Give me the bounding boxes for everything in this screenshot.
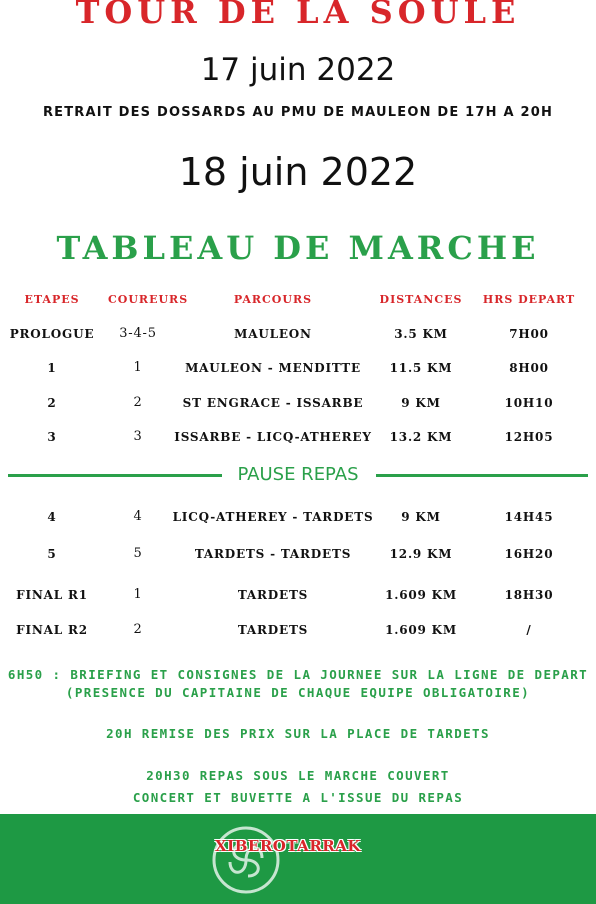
- row-depart: 8H00: [509, 361, 549, 375]
- pause-separator-right: [376, 474, 588, 477]
- row-etape: 2: [47, 396, 57, 410]
- row-depart: 12H05: [504, 430, 554, 444]
- tableau-title: TABLEAU DE MARCHE: [56, 229, 540, 267]
- row-distance: 13.2 KM: [389, 430, 453, 444]
- row-coureurs: 1: [133, 587, 143, 602]
- row-depart: 16H20: [504, 547, 554, 561]
- remise-prix: 20H REMISE DES PRIX SUR LA PLACE DE TARDETS: [106, 726, 490, 741]
- row-etape: 5: [47, 547, 57, 561]
- row-depart: 7H00: [509, 327, 549, 341]
- header-hrs-depart: HRS DEPART: [482, 293, 576, 306]
- row-coureurs: 4: [133, 509, 143, 524]
- pause-repas-label: PAUSE REPAS: [237, 464, 359, 485]
- row-etape: FINAL R2: [16, 623, 88, 637]
- row-coureurs: 1: [133, 360, 143, 375]
- row-parcours: LICQ-ATHEREY - TARDETS: [172, 510, 374, 524]
- row-coureurs: 5: [133, 546, 143, 561]
- row-distance: 11.5 KM: [389, 361, 453, 375]
- row-distance: 3.5 KM: [394, 327, 448, 341]
- pause-separator-left: [8, 474, 222, 477]
- row-parcours: TARDETS: [237, 588, 309, 602]
- row-parcours: TARDETS: [237, 623, 309, 637]
- row-coureurs: 2: [133, 622, 143, 637]
- row-depart: /: [526, 623, 532, 637]
- xiberotarrak-logo: XIBEROTARRAK: [215, 837, 361, 855]
- header-parcours: PARCOURS: [233, 293, 313, 306]
- repas-line2: CONCERT ET BUVETTE A L'ISSUE DU REPAS: [132, 790, 464, 805]
- header-coureurs: COUREURS: [108, 293, 189, 306]
- event-title: TOUR DE LA SOULE: [75, 0, 521, 31]
- lauburu-icon: [204, 818, 288, 902]
- row-coureurs: 3-4-5: [119, 326, 157, 341]
- retrait-dossards-text: RETRAIT DES DOSSARDS AU PMU DE MAULEON DE 17H A 20H: [42, 105, 554, 120]
- repas-line1: 20H30 REPAS SOUS LE MARCHE COUVERT: [146, 768, 450, 783]
- row-depart: 10H10: [504, 396, 554, 410]
- row-etape: 1: [47, 361, 57, 375]
- row-distance: 12.9 KM: [389, 547, 453, 561]
- row-parcours: TARDETS - TARDETS: [194, 547, 352, 561]
- row-coureurs: 3: [133, 429, 143, 444]
- row-parcours: ISSARBE - LICQ-ATHEREY: [174, 430, 372, 444]
- date-retrait: 17 juin 2022: [200, 52, 396, 88]
- row-etape: 4: [47, 510, 57, 524]
- header-etapes: ETAPES: [24, 293, 80, 306]
- row-distance: 9 KM: [401, 396, 441, 410]
- row-distance: 1.609 KM: [385, 623, 457, 637]
- row-coureurs: 2: [133, 395, 143, 410]
- row-distance: 9 KM: [401, 510, 441, 524]
- row-etape: 3: [47, 430, 57, 444]
- row-parcours: MAULEON: [234, 327, 312, 341]
- footer-band: [0, 814, 596, 904]
- row-distance: 1.609 KM: [385, 588, 457, 602]
- briefing-line1: 6H50 : BRIEFING ET CONSIGNES DE LA JOURNEE SUR LA LIGNE DE DEPART: [7, 667, 589, 682]
- header-distances: DISTANCES: [379, 293, 463, 306]
- row-parcours: MAULEON - MENDITTE: [185, 361, 361, 375]
- row-depart: 18H30: [504, 588, 554, 602]
- row-etape: FINAL R1: [16, 588, 88, 602]
- row-depart: 14H45: [504, 510, 554, 524]
- briefing-line2: (PRESENCE DU CAPITAINE DE CHAQUE EQUIPE OBLIGATOIRE): [65, 685, 531, 700]
- date-course: 18 juin 2022: [178, 150, 418, 194]
- row-etape: PROLOGUE: [9, 327, 95, 341]
- row-parcours: ST ENGRACE - ISSARBE: [182, 396, 364, 410]
